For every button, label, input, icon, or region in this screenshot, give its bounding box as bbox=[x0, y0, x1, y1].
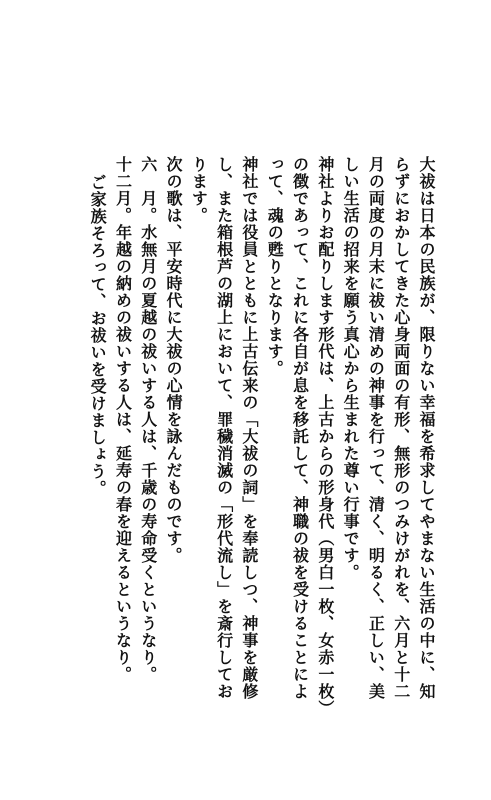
body-line: 六 月。水無月の夏越の祓いする人は、千歳の寿命受くというなり。 bbox=[138, 156, 158, 683]
body-line: らずにおかしてきた心身両面の有形、無形のつみけがれを、六月と十二 bbox=[391, 156, 411, 700]
body-line: 神社では役員とともに上古伝来の「大祓の詞」を奉読しつ、神事を厳修 bbox=[239, 156, 259, 700]
body-line: の徴であって、これに各自が息を移託して、神職の祓を受けることによ bbox=[290, 156, 310, 700]
body-line: し、また箱根芦の湖上において、罪穢消滅の「形代流し」を斎行してお bbox=[214, 156, 234, 700]
body-line: 大祓は日本の民族が、限りない幸福を希求してやまない生活の中に、知 bbox=[417, 156, 436, 700]
body-line: 神社よりお配りします形代は、上古からの形身代（男白一枚、女赤一枚） bbox=[315, 156, 335, 717]
document-body bbox=[85, 156, 439, 717]
body-line: 十二月。年越の納めの祓いする人は、延寿の春を迎えるというなり。 bbox=[113, 156, 133, 683]
body-line: って、魂の甦りとなります。 bbox=[265, 156, 285, 377]
body-line: しい生活の招来を願う真心から生まれた尊い行事です。 bbox=[341, 156, 361, 581]
body-line: ります。 bbox=[189, 156, 209, 224]
body-line: 次の歌は、平安時代に大祓の心情を詠んだものです。 bbox=[164, 156, 184, 564]
body-line: 月の両度の月末に祓い清めの神事を行って、清く、明るく、正しい、美 bbox=[366, 156, 386, 700]
closing-line: ご家族そろって、お祓いを受けましょう。 bbox=[88, 174, 108, 497]
